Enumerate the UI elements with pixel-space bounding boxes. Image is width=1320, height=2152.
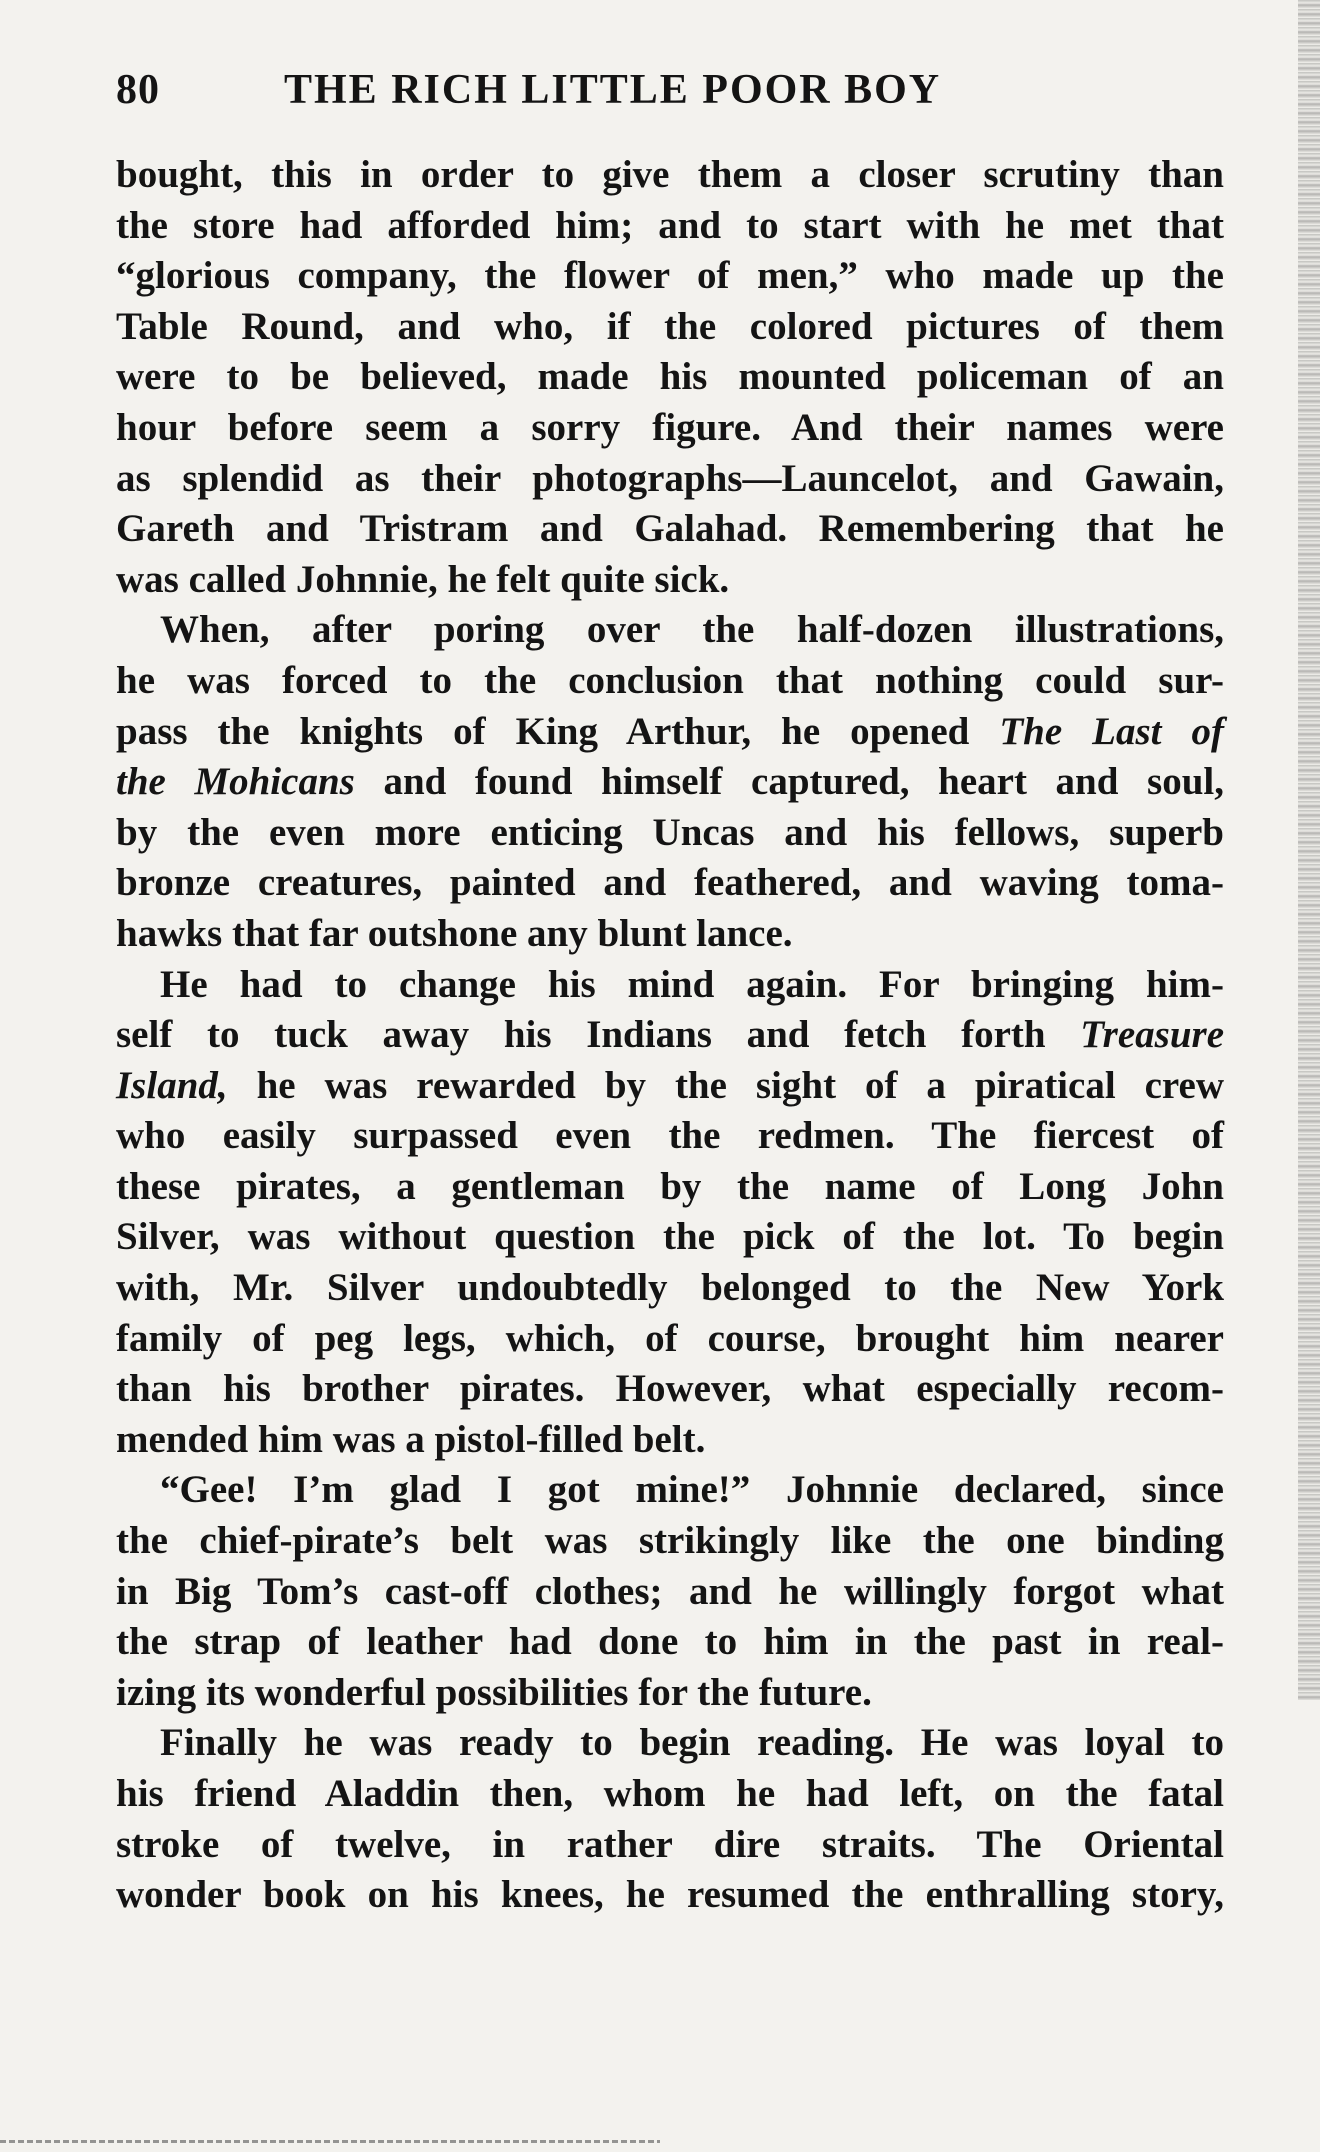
text-line: in Big Tom’s cast-off clothes; and he willingly forgot what	[116, 1569, 1224, 1613]
text-line: bought, this in order to give them a closer scrutiny than	[116, 153, 1224, 196]
text-line: bronze creatures, painted and feathered, and waving toma-	[116, 861, 1224, 905]
text-line: the strap of leather had done to him in the past in real-	[116, 1620, 1224, 1664]
page-header	[116, 66, 1226, 122]
text-line: the chief-pirate’s belt was strikingly like the one binding	[116, 1519, 1224, 1563]
text-line: He had to change his mind again. For bringing him-	[160, 962, 1224, 1006]
running-title: THE RICH LITTLE POOR BOY	[284, 67, 942, 113]
text-line: “Gee! I’m glad I got mine!” Johnnie declared, since	[160, 1468, 1224, 1512]
italic-title: Island,	[116, 1063, 228, 1107]
text-line: mended him was a pistol-filled belt.	[116, 1417, 706, 1461]
text-line: When, after poring over the half-dozen illustrations,	[160, 608, 1224, 652]
text-line: Finally he was ready to begin reading. He was loyal to	[160, 1721, 1224, 1765]
text-line: the Mohicans and found himself captured, heart and soul,	[116, 760, 1224, 804]
text-line: Silver, was without question the pick of the lot. To begin	[116, 1215, 1224, 1259]
text-line: Gareth and Tristram and Galahad. Remembering that he	[116, 507, 1224, 551]
text-line: Island, he was rewarded by the sight of a piratical crew	[116, 1063, 1224, 1107]
text-line: as splendid as their photographs—Launcelot, and Gawain,	[116, 456, 1224, 500]
text-line: than his brother pirates. However, what especially recom-	[116, 1367, 1224, 1411]
text-line: his friend Aladdin then, whom he had left, on the fatal	[116, 1772, 1224, 1815]
text-line: family of peg legs, which, of course, brought him nearer	[116, 1316, 1224, 1360]
italic-title: The Last of	[999, 709, 1225, 753]
binding-edge	[1298, 0, 1320, 1700]
text-line: by the even more enticing Uncas and his fellows, superb	[116, 810, 1224, 854]
italic-title: Treasure	[1080, 1013, 1224, 1057]
text-line: the store had afforded him; and to start with he met that	[116, 203, 1224, 247]
text-line: pass the knights of King Arthur, he opened The Last of	[116, 709, 1225, 753]
text-line: stroke of twelve, in rather dire straits. The Oriental	[116, 1822, 1224, 1866]
text-line: he was forced to the conclusion that nothing could sur-	[116, 658, 1224, 702]
body-text	[116, 150, 1224, 1921]
text-line: “glorious company, the flower of men,” who made up the	[116, 254, 1224, 298]
page-bottom-edge	[0, 2140, 660, 2143]
text-line: who easily surpassed even the redmen. The fiercest of	[116, 1114, 1224, 1158]
text-line: Table Round, and who, if the colored pictures of them	[116, 304, 1224, 348]
text-line: hawks that far outshone any blunt lance.	[116, 911, 793, 955]
text-line: wonder book on his knees, he resumed the enthralling story,	[116, 1873, 1224, 1917]
page-number: 80	[116, 67, 160, 113]
text-line: self to tuck away his Indians and fetch forth Treasure	[116, 1013, 1224, 1057]
text-line: hour before seem a sorry figure. And their names were	[116, 405, 1224, 449]
italic-title: the Mohicans	[116, 760, 355, 804]
text-line: was called Johnnie, he felt quite sick.	[116, 557, 730, 601]
text-line: were to be believed, made his mounted policeman of an	[116, 355, 1224, 399]
text-line: izing its wonderful possibilities for the future.	[116, 1670, 872, 1714]
text-line: with, Mr. Silver undoubtedly belonged to the New York	[116, 1266, 1224, 1310]
text-line: these pirates, a gentleman by the name of Long John	[116, 1164, 1224, 1208]
